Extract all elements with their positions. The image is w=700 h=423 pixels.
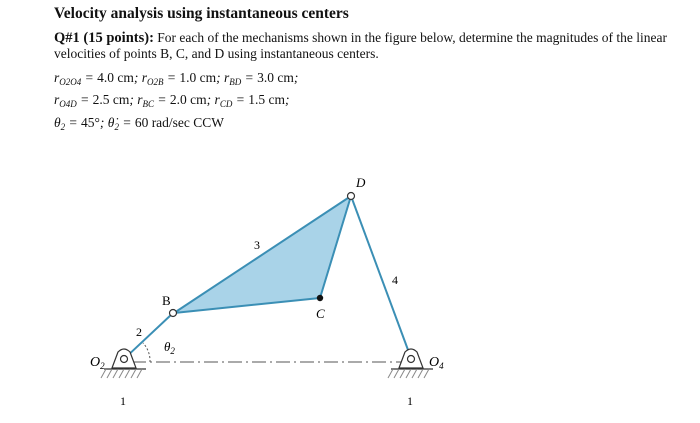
label-theta: $\theta_2$ <box>164 339 175 356</box>
ground-pivot-o2 <box>101 349 146 378</box>
label-d: D <box>356 175 366 190</box>
label-o2: $O_2$ <box>90 355 105 371</box>
label-ground-left: 1 <box>120 394 126 408</box>
given-line-3: $\theta_2 = 45^\circ$; $\thetȧ_2 = 60$ rad/sec CCW <box>54 115 225 132</box>
label-link-2: 2 <box>136 325 142 339</box>
ground-pivot-o4 <box>388 349 433 378</box>
label-o4: $O_4$ <box>429 355 444 371</box>
label-link-3: 3 <box>254 238 260 252</box>
label-link-4: 4 <box>392 273 398 287</box>
joint-d <box>348 193 355 200</box>
coupler-link-3 <box>174 196 351 313</box>
joint-c <box>317 295 323 301</box>
label-b: B <box>162 293 171 308</box>
rocker-link-4 <box>351 196 411 358</box>
page-title: Velocity analysis using instantaneous centers <box>54 5 349 22</box>
given-line-1: $r_{O2O4} = 4.0$ cm; $r_{O2B} = 1.0$ cm; $r_{BD} = 3.0$ cm; <box>54 70 299 87</box>
label-ground-right: 1 <box>407 394 413 408</box>
question-body: For each of the mechanisms shown in the figure below, determine the magnitudes of the linear velocities of points B, C, and D using instantaneous centers. <box>54 30 668 61</box>
given-line-2: $r_{O4D} = 2.5$ cm; $r_{BC} = 2.0$ cm; $r_{CD} = 1.5$ cm; <box>54 92 290 109</box>
label-c: C <box>316 306 325 321</box>
angle-arc <box>143 343 150 362</box>
joint-b <box>170 310 177 317</box>
question-label: Q#1 (15 points): <box>54 30 154 46</box>
